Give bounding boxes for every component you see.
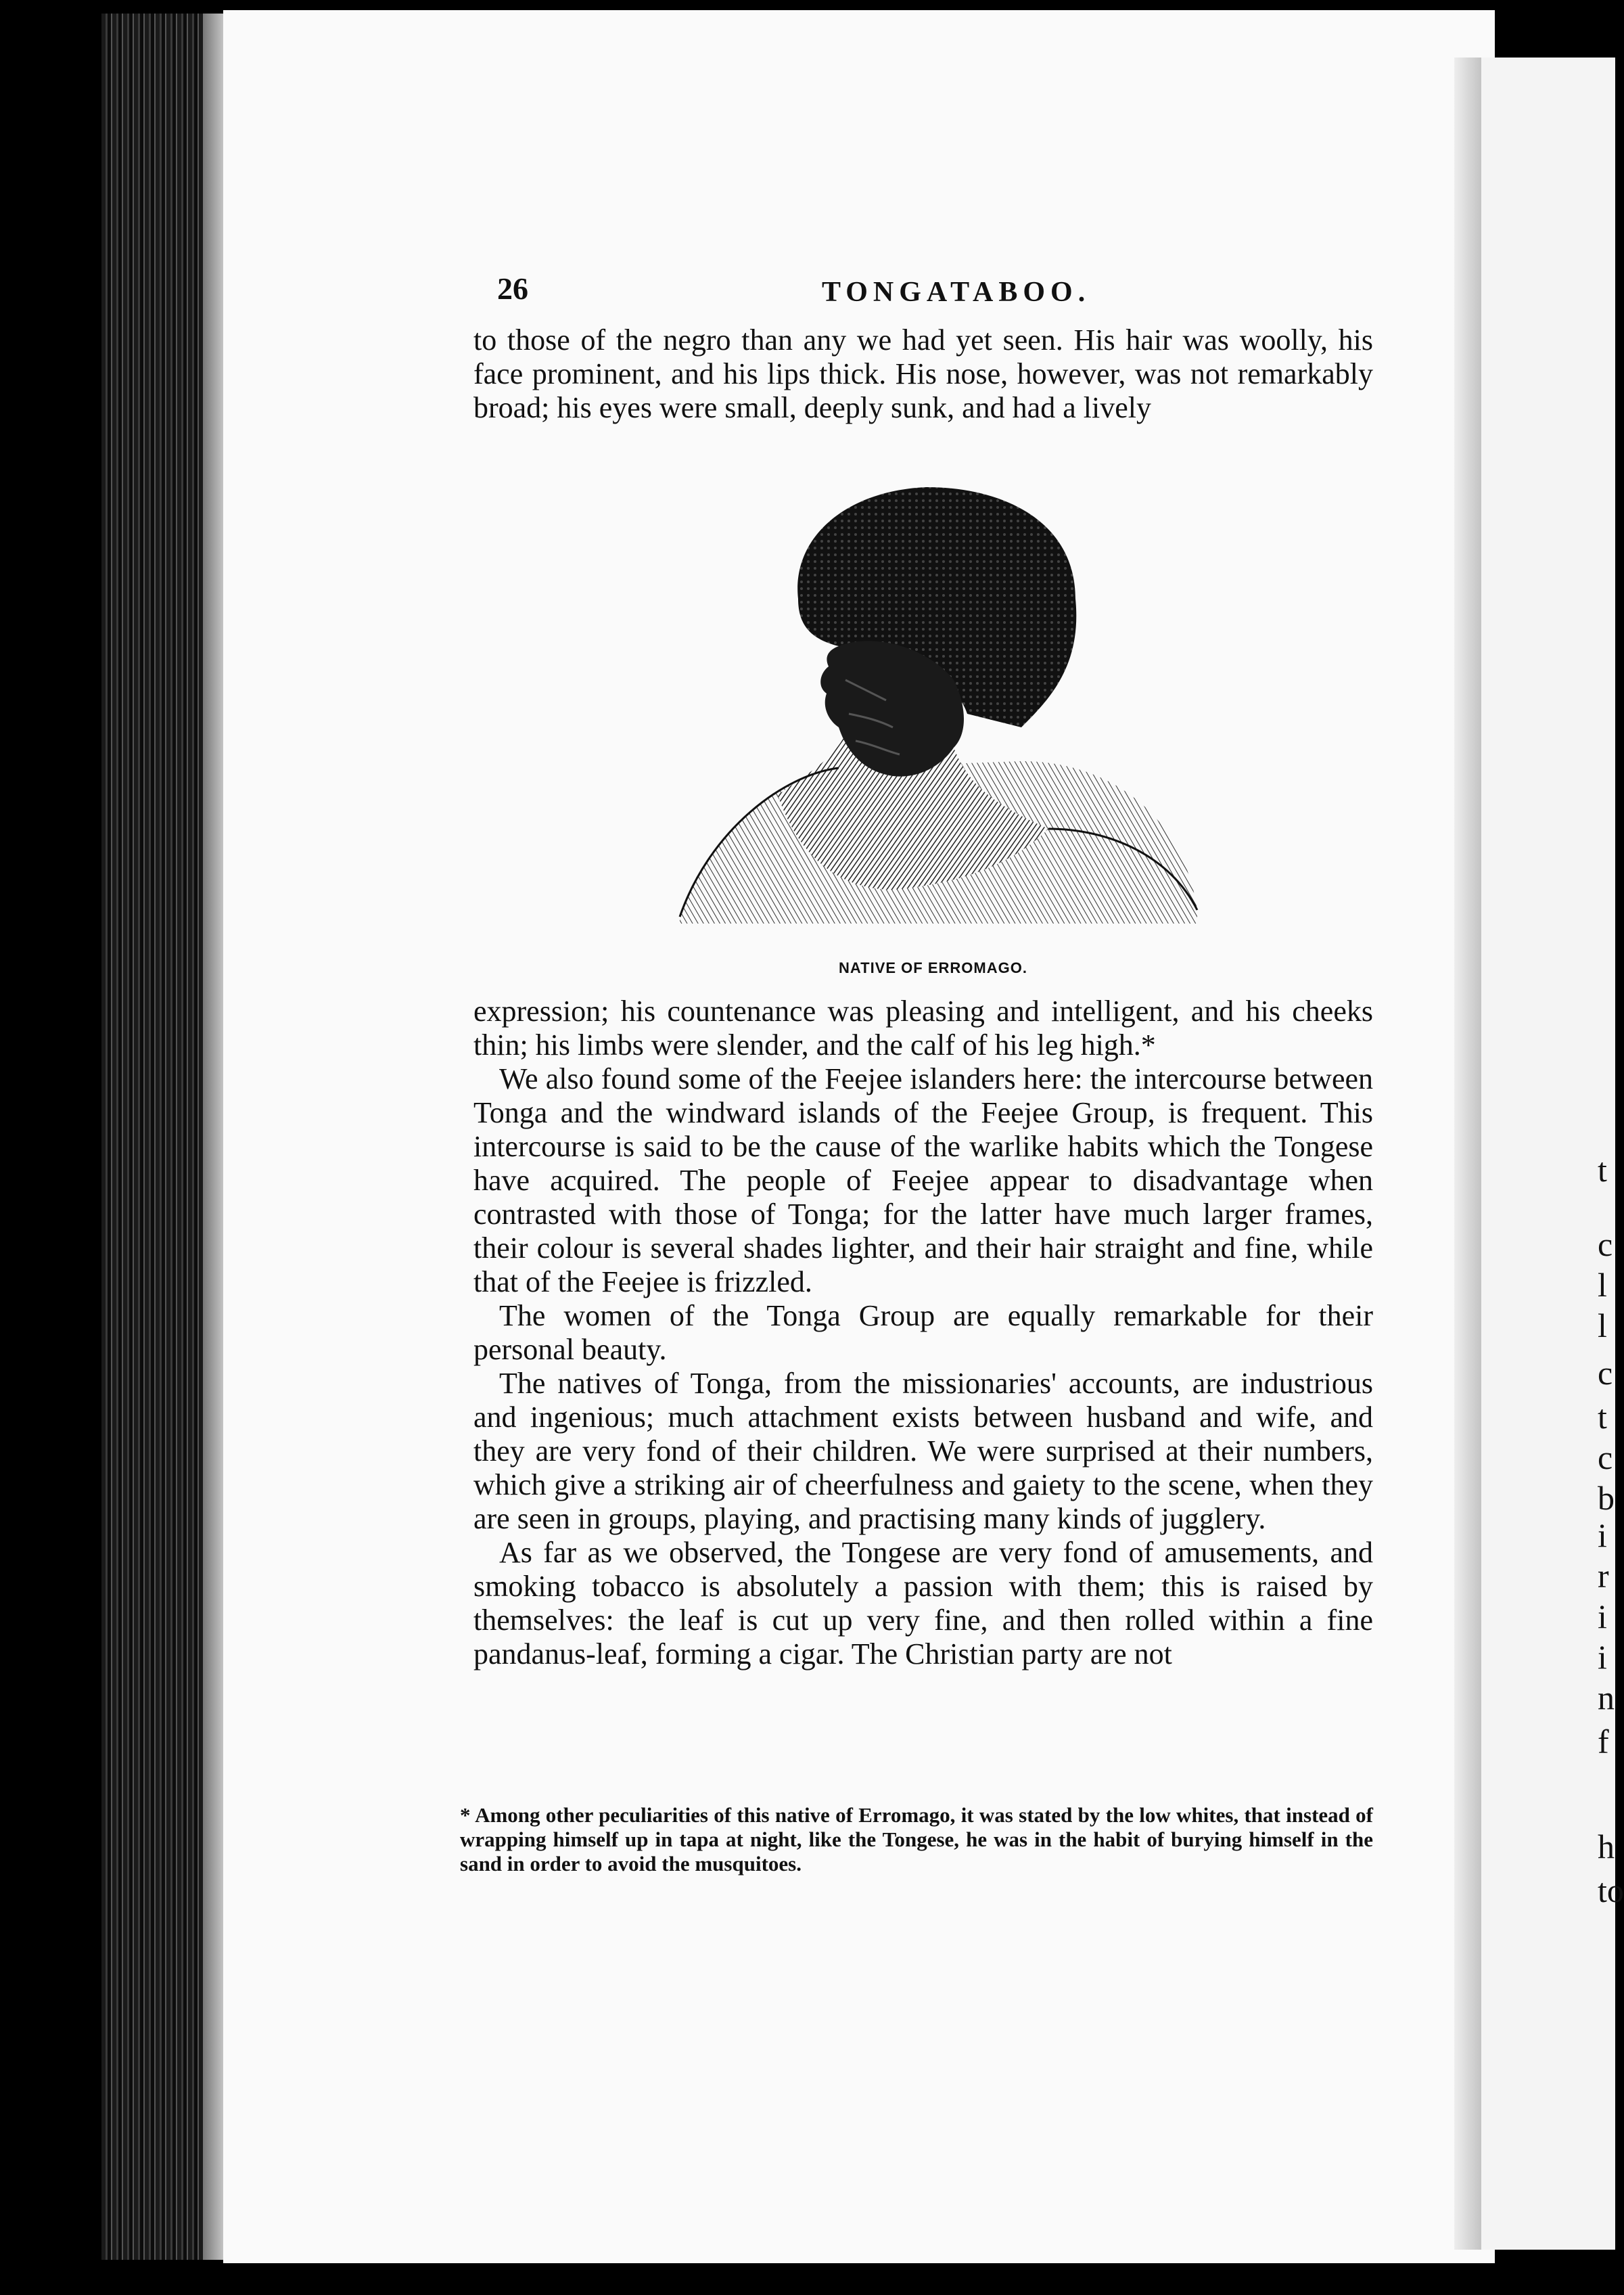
body-text-main — [473, 995, 1373, 1671]
facing-page-fragment: b — [1598, 1479, 1615, 1517]
portrait-engraving — [670, 477, 1197, 937]
facing-page-fragment: c — [1598, 1225, 1613, 1263]
facing-page-fragment: i — [1598, 1597, 1607, 1635]
facing-page-fragment: t — [1598, 1151, 1607, 1189]
facing-page-fragment: c — [1598, 1354, 1613, 1392]
page-header — [497, 271, 1376, 318]
facing-page — [1481, 58, 1615, 2250]
facing-page-fragment: l — [1598, 1306, 1607, 1344]
facing-page-fragment: r — [1598, 1557, 1609, 1595]
page-number: 26 — [497, 271, 528, 306]
facing-page-fragment: to — [1598, 1871, 1624, 1909]
paragraph: As far as we observed, the Tongese are very fond of amusements, and smoking tobacco is absolutely a passion with them; this is raised by themselves: the leaf is cut up very fine, and then rolled within a fine pandanus-leaf, forming a cigar. The Christian party are not — [473, 1536, 1373, 1671]
facing-page-fragment: f — [1598, 1723, 1609, 1760]
paragraph: The women of the Tonga Group are equally remarkable for their personal beauty. — [473, 1299, 1373, 1366]
facing-page-fragment: n — [1598, 1679, 1615, 1717]
facing-page-fragment: i — [1598, 1516, 1607, 1554]
facing-page-fragment: c — [1598, 1438, 1613, 1476]
running-title: TONGATABOO. — [822, 277, 1091, 308]
footnote: * Among other peculiarities of this native of Erromago, it was stated by the low whites, that instead of wrapping himself up in tapa at night, like the Tongese, he was in the habit of burying himself in the sand in order to avoid the musquitoes. — [460, 1803, 1373, 1876]
facing-page-fragment: l — [1598, 1266, 1607, 1304]
facing-page-fragment: h — [1598, 1827, 1615, 1865]
facing-page-fragment: t — [1598, 1398, 1607, 1436]
facing-page-fragment: i — [1598, 1638, 1607, 1676]
paragraph: to those of the negro than any we had yet seen. His hair was woolly, his face prominent, and his lips thick. His nose, however, was not remarkably broad; his eyes were small, deeply sunk, and had a lively — [473, 323, 1373, 424]
paragraph: We also found some of the Feejee islanders here: the intercourse between Tonga and the windward islands of the Feejee Group, is frequent. This intercourse is said to be the cause of the warlike habits which the Tongese have acquired. The people of Feejee appear to disadvantage when contrasted with those of Tonga; for the latter have much larger frames, their colour is several shades lighter, and their hair straight and fine, while that of the Feejee is frizzled. — [473, 1062, 1373, 1298]
paragraph: The natives of Tonga, from the missionaries' accounts, are industrious and ingenious; much attachment exists between husband and wife, and they are very fond of their children. We were surprised at their numbers, which give a striking air of cheerfulness and gaiety to the scene, when they are seen in groups, playing, and practising many kinds of jugglery. — [473, 1367, 1373, 1535]
body-text-top — [473, 323, 1373, 425]
paragraph: expression; his countenance was pleasing and intelligent, and his cheeks thin; his limbs were slender, and the calf of his leg high.* — [473, 995, 1373, 1062]
figure-caption: NATIVE OF ERROMAGO. — [839, 959, 1027, 976]
